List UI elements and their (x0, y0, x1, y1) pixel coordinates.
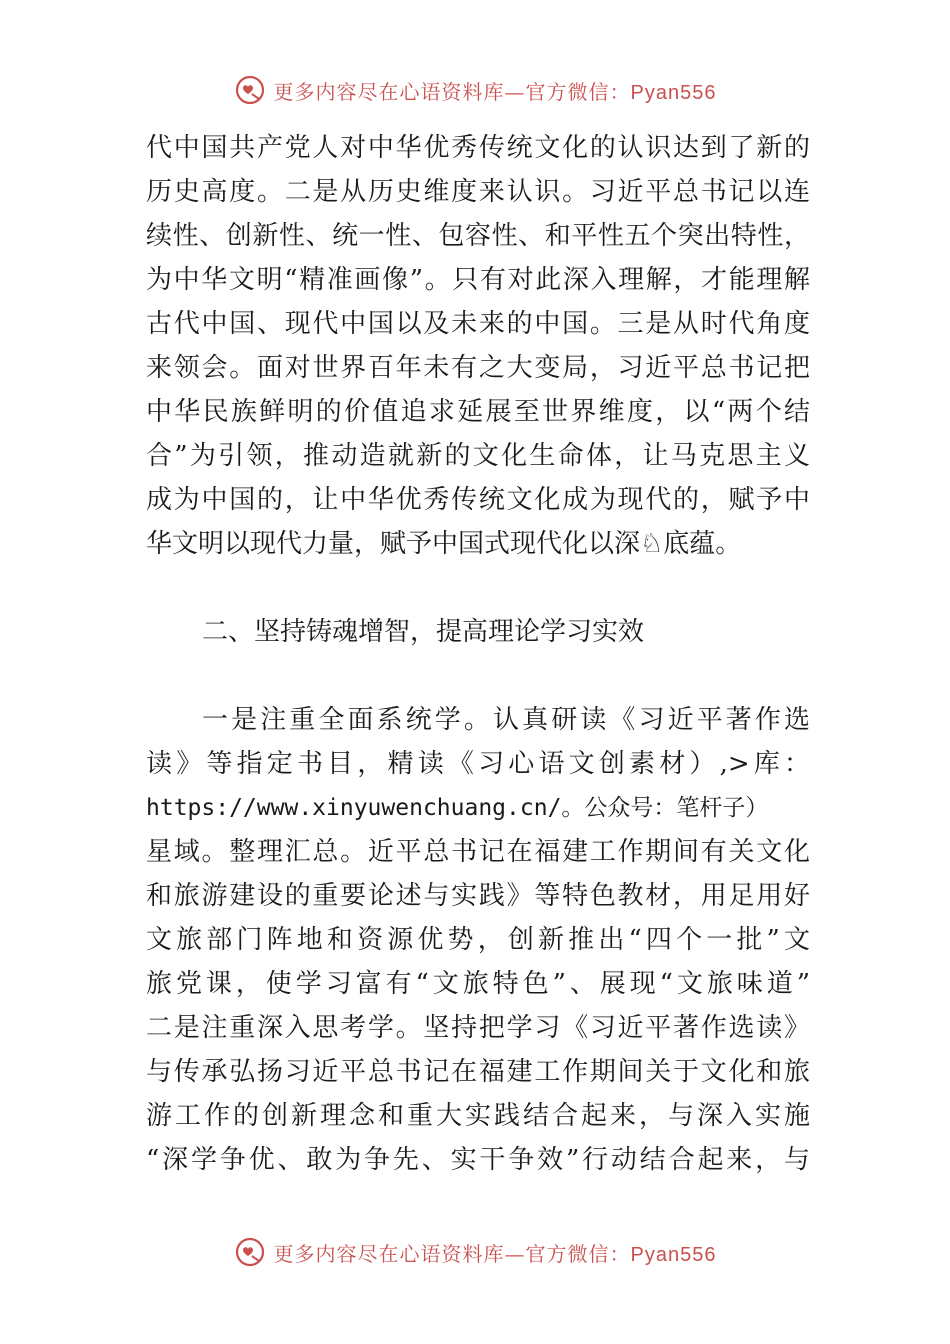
paragraph-line: 一是注重全面系统学。认真研读《习近平著作选 (202, 705, 810, 735)
paragraph-line: 星域。整理汇总。近平总书记在福建工作期间有关文化 (146, 837, 810, 867)
paragraph-line: 中华民族鲜明的价值追求延展至世界维度，以“两个结 (146, 397, 810, 427)
paragraph-line: 续性、创新性、统一性、包容性、和平性五个突出特性， (146, 221, 810, 251)
paragraph-line: 二是注重深入思考学。坚持把学习《习近平著作选读》 (146, 1013, 810, 1043)
banner-text (274, 1238, 717, 1267)
paragraph-line: 代中国共产党人对中华优秀传统文化的认识达到了新的 (146, 133, 810, 163)
document-body (146, 126, 810, 1182)
paragraph-line: 旅党课，使学习富有“文旅特色”、展现“文旅味道” (146, 969, 810, 999)
footer-banner (0, 1232, 950, 1272)
header-banner (0, 70, 950, 110)
banner-label: 更多内容尽在心语资料库—官方微信： (273, 1241, 631, 1266)
banner-text (274, 76, 717, 105)
banner-wechat-id: Pyan556 (630, 81, 717, 104)
paragraph-line: 为中华文明“精准画像”。只有对此深入理解，才能理解 (146, 265, 810, 295)
paragraph-line: 历史高度。二是从历史维度来认识。习近平总书记以连 (146, 177, 810, 207)
paragraph-line: 来领会。面对世界百年未有之大变局，习近平总书记把 (146, 353, 810, 383)
section-heading: 二、坚持铸魂增智，提高理论学习实效 (202, 617, 645, 647)
paragraph-line: 和旅游建设的重要论述与实践》等特色教材，用足用好 (146, 881, 810, 911)
paragraph-line: 读》等指定书目，精读《习心语文创素材）,>库： (146, 749, 810, 779)
paragraph-line: “深学争优、敢为争先、实干争效”行动结合起来，与 (146, 1145, 810, 1175)
paragraph-gap (146, 654, 810, 698)
paragraph-line: 与传承弘扬习近平总书记在福建工作期间关于文化和旅 (146, 1057, 810, 1087)
paragraph-line: 合”为引领，推动造就新的文化生命体，让马克思主义 (146, 441, 810, 471)
paragraph-line: 游工作的创新理念和重大实践结合起来，与深入实施 (146, 1101, 810, 1131)
banner-label: 更多内容尽在心语资料库—官方微信： (273, 79, 631, 104)
heart-logo-icon (234, 74, 266, 106)
paragraph-line-url: https://www.xinyuwenchuang.cn/。公众号：笔杆子） (146, 795, 769, 821)
paragraph-line: 华文明以现代力量，赋予中国式现代化以深♘底蕴。 (146, 529, 742, 559)
paragraph-line: 成为中国的，让中华优秀传统文化成为现代的，赋予中 (146, 485, 810, 515)
banner-wechat-id: Pyan556 (630, 1243, 717, 1266)
paragraph-line: 文旅部门阵地和资源优势，创新推出“四个一批”文 (146, 925, 810, 955)
heart-logo-icon (234, 1236, 266, 1268)
paragraph-gap (146, 566, 810, 610)
paragraph-line: 古代中国、现代中国以及未来的中国。三是从时代角度 (146, 309, 810, 339)
